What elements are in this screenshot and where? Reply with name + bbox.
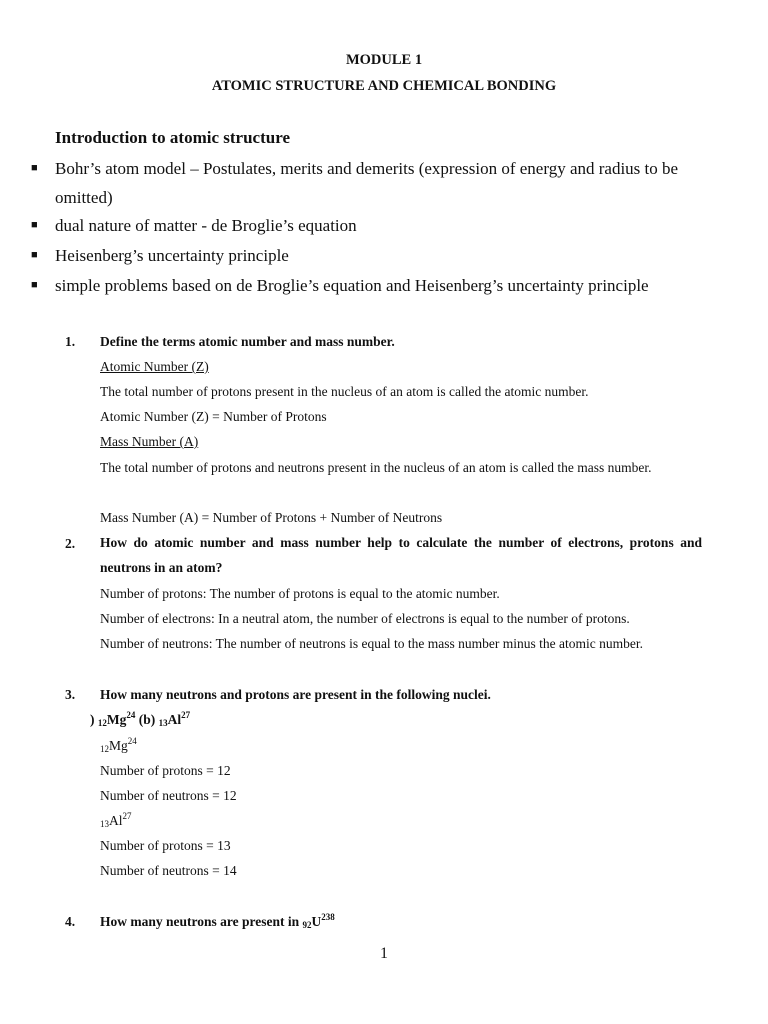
atomic-number: 92	[302, 920, 312, 930]
bullet-icon: ■	[31, 279, 38, 291]
question-text	[100, 909, 702, 934]
answer-text: Number of neutrons = 14	[100, 863, 237, 878]
answer-text: Number of electrons: In a neutral atom, the number of electrons is equal to the number of protons.	[100, 611, 630, 626]
answer-text: Number of neutrons: The number of neutrons is equal to the mass number minus the atomic number.	[100, 636, 644, 651]
part-b-marker: (b)	[138, 712, 156, 727]
page-number: 1	[380, 945, 388, 962]
mass-number: 27	[122, 811, 132, 821]
question-text: How many neutrons and protons are present in the following nuclei.	[100, 687, 491, 702]
nuclide-label	[100, 733, 702, 758]
question-text: Define the terms atomic number and mass number.	[100, 334, 395, 349]
document-title: ATOMIC STRUCTURE AND CHEMICAL BONDING	[211, 78, 557, 94]
bullet-text: simple problems based on de Broglie’s equation and Heisenberg’s uncertainty principle	[55, 276, 649, 295]
module-title: MODULE 1	[345, 52, 423, 68]
bullet-icon: ■	[31, 219, 38, 231]
answer-text: Number of neutrons = 12	[100, 788, 237, 803]
bullet-text: Heisenberg’s uncertainty principle	[55, 246, 289, 265]
question-number: 4.	[65, 914, 76, 929]
list-item	[31, 271, 735, 300]
bullet-text: dual nature of matter - de Broglie’s equation	[55, 216, 357, 235]
answer-text: Number of protons = 13	[100, 838, 231, 853]
mass-number: 238	[321, 912, 335, 922]
element-symbol: Al	[167, 712, 182, 727]
intro-heading: Introduction to atomic structure	[55, 128, 290, 147]
element-symbol: U	[311, 914, 322, 929]
part-a-marker: )	[90, 712, 95, 727]
answer-text: Number of protons: The number of protons is equal to the atomic number.	[100, 586, 500, 601]
list-item	[31, 211, 735, 240]
question-number: 2.	[65, 536, 76, 551]
question-number: 1.	[65, 334, 76, 349]
atomic-number: 13	[158, 718, 168, 728]
answer-text: The total number of protons and neutrons present in the nucleus of an atom is called the mass number.	[100, 460, 652, 475]
nuclei-list	[90, 707, 692, 732]
mass-number: 24	[126, 710, 136, 720]
nuclide-label	[100, 808, 702, 833]
bullet-icon: ■	[31, 249, 38, 261]
bullet-text: Bohr’s atom model – Postulates, merits and demerits (expression of energy and radius to be omitted)	[55, 159, 679, 207]
atomic-number: 13	[100, 819, 109, 829]
answer-text: The total number of protons present in the nucleus of an atom is called the atomic number.	[100, 384, 589, 399]
element-symbol: Al	[109, 813, 123, 828]
list-item	[31, 154, 735, 212]
question-number: 3.	[65, 687, 76, 702]
answer-text: Atomic Number (Z) = Number of Protons	[100, 409, 327, 424]
mass-number: 24	[127, 736, 137, 746]
atomic-number: 12	[97, 718, 107, 728]
element-symbol: Mg	[109, 738, 128, 753]
atomic-number: 12	[100, 744, 109, 754]
mass-number: 27	[181, 710, 191, 720]
answer-text: Number of protons = 12	[100, 763, 231, 778]
element-symbol: Mg	[106, 712, 127, 727]
bullet-icon: ■	[31, 162, 38, 174]
answer-text: Mass Number (A) = Number of Protons + Number of Neutrons	[100, 510, 443, 525]
subheading: Mass Number (A)	[100, 434, 199, 449]
question-text: How do atomic number and mass number help to calculate the number of electrons, protons and neutrons in an atom?	[100, 535, 702, 575]
list-item	[31, 241, 735, 270]
subheading: Atomic Number (Z)	[100, 359, 209, 374]
question-body: How many neutrons are present in	[100, 914, 300, 929]
